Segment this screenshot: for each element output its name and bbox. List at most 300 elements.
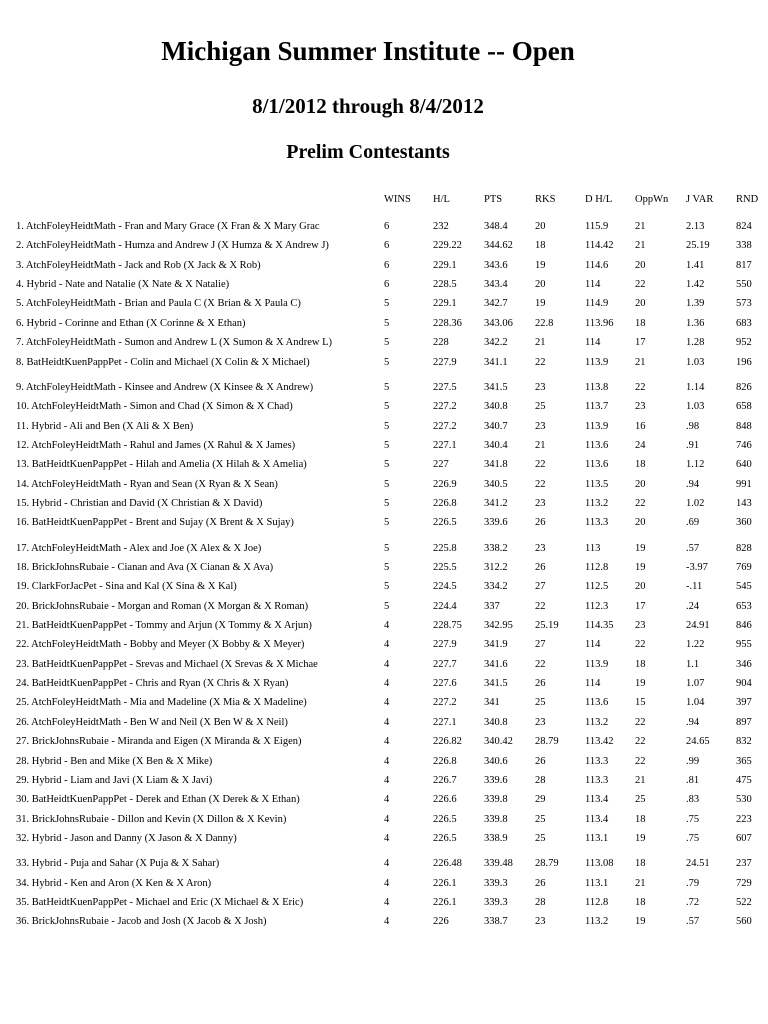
cell-oppwn: 22 [635, 279, 646, 291]
cell-contestant: 36. BrickJohnsRubaie - Jacob and Josh (X Jacob & X Josh) [16, 916, 267, 928]
cell-wins: 5 [384, 478, 390, 490]
cell-rks: 26 [535, 562, 546, 573]
cell-hl: 229.1 [433, 298, 457, 310]
table-row [0, 619, 768, 633]
table-row [0, 420, 768, 434]
cell-rnd: 952 [736, 337, 752, 349]
table-row [0, 297, 768, 311]
cell-oppwn: 24 [635, 439, 646, 451]
cell-wins: 4 [384, 697, 390, 709]
table-row [0, 278, 768, 292]
cell-oppwn: 22 [635, 497, 646, 509]
cell-jvar: 24.51 [686, 858, 710, 870]
cell-pts: 340.8 [484, 716, 508, 728]
cell-pts: 340.42 [484, 736, 513, 748]
cell-rks: 19 [535, 259, 546, 271]
cell-dhl: 113.1 [585, 877, 609, 889]
cell-rks: 28 [535, 774, 546, 786]
cell-rks: 28 [535, 896, 546, 908]
column-header-hl: H/L [433, 194, 450, 205]
cell-dhl: 113.6 [585, 459, 609, 471]
cell-contestant: 2. AtchFoleyHeidtMath - Humza and Andrew J (X Humza & X Andrew J) [16, 240, 329, 252]
cell-wins: 6 [384, 279, 390, 291]
cell-hl: 227.1 [433, 439, 457, 451]
cell-oppwn: 21 [635, 240, 646, 252]
cell-rks: 25 [535, 697, 546, 709]
cell-hl: 227.9 [433, 639, 457, 651]
cell-rks: 27 [535, 581, 546, 593]
cell-oppwn: 18 [635, 896, 646, 908]
cell-rnd: 904 [736, 678, 752, 689]
cell-oppwn: 21 [635, 774, 646, 786]
cell-jvar: 1.03 [686, 401, 705, 413]
table-row [0, 220, 768, 234]
cell-wins: 5 [384, 439, 390, 451]
cell-hl: 226.8 [433, 755, 457, 767]
cell-rks: 21 [535, 439, 546, 451]
cell-jvar: -.11 [686, 581, 703, 593]
cell-pts: 340.4 [484, 439, 508, 451]
column-header-jvar: J VAR [686, 194, 714, 205]
cell-hl: 226.6 [433, 794, 457, 806]
cell-oppwn: 22 [635, 755, 646, 767]
cell-rnd: 832 [736, 736, 752, 748]
cell-rks: 23 [535, 497, 546, 509]
cell-rnd: 550 [736, 279, 752, 291]
cell-rnd: 826 [736, 381, 752, 393]
cell-rnd: 223 [736, 813, 752, 825]
cell-rks: 23 [535, 916, 546, 928]
cell-wins: 4 [384, 896, 390, 908]
cell-wins: 5 [384, 600, 390, 612]
cell-jvar: 1.03 [686, 356, 705, 368]
cell-contestant: 20. BrickJohnsRubaie - Morgan and Roman (X Morgan & X Roman) [16, 600, 309, 612]
cell-hl: 227.9 [433, 356, 457, 368]
cell-rnd: 848 [736, 420, 752, 432]
cell-wins: 5 [384, 381, 390, 393]
cell-dhl: 113.4 [585, 794, 609, 806]
table-row [0, 638, 768, 652]
cell-pts: 338.7 [484, 916, 508, 928]
cell-rnd: 607 [736, 832, 752, 844]
cell-hl: 226.9 [433, 478, 457, 490]
cell-contestant: 26. AtchFoleyHeidtMath - Ben W and Neil (X Ben W & X Neil) [16, 716, 288, 728]
cell-hl: 224.4 [433, 600, 457, 612]
cell-hl: 228.5 [433, 279, 457, 291]
cell-jvar: 1.1 [686, 658, 700, 670]
cell-rks: 26 [535, 678, 546, 689]
column-header-rnd: RND [736, 194, 759, 205]
cell-contestant: 25. AtchFoleyHeidtMath - Mia and Madeline (X Mia & X Madeline) [16, 697, 307, 709]
table-row [0, 542, 768, 556]
cell-contestant: 17. AtchFoleyHeidtMath - Alex and Joe (X Alex & X Joe) [16, 542, 262, 554]
cell-jvar: .83 [686, 794, 700, 806]
cell-contestant: 21. BatHeidtKuenPappPet - Tommy and Arjun (X Tommy & X Arjun) [16, 620, 312, 631]
table-row [0, 696, 768, 710]
cell-contestant: 28. Hybrid - Ben and Mike (X Ben & X Mike) [16, 755, 213, 767]
cell-hl: 226.1 [433, 896, 457, 908]
cell-pts: 343.06 [484, 317, 513, 329]
cell-hl: 226.48 [433, 858, 462, 870]
cell-jvar: 24.91 [686, 620, 710, 631]
cell-wins: 5 [384, 517, 390, 529]
cell-oppwn: 21 [635, 356, 646, 368]
cell-rnd: 955 [736, 639, 752, 651]
cell-hl: 227.7 [433, 658, 457, 670]
page-title: Michigan Summer Institute -- Open [161, 36, 575, 66]
cell-oppwn: 23 [635, 620, 646, 631]
cell-rnd: 683 [736, 317, 752, 329]
cell-hl: 227.1 [433, 716, 457, 728]
cell-jvar: 1.28 [686, 337, 705, 349]
table-row [0, 259, 768, 273]
cell-pts: 348.4 [484, 221, 508, 232]
cell-rks: 21 [535, 337, 546, 349]
cell-rks: 22 [535, 356, 546, 368]
cell-hl: 225.5 [433, 562, 457, 573]
cell-rks: 27 [535, 639, 546, 651]
cell-dhl: 113.2 [585, 916, 609, 928]
cell-hl: 225.8 [433, 542, 457, 554]
cell-jvar: 1.22 [686, 639, 705, 651]
cell-hl: 229.1 [433, 259, 457, 271]
cell-jvar: 1.39 [686, 298, 705, 310]
cell-dhl: 113.5 [585, 478, 609, 490]
cell-rnd: 828 [736, 542, 752, 554]
cell-jvar: 1.14 [686, 381, 705, 393]
cell-contestant: 15. Hybrid - Christian and David (X Christian & X David) [16, 497, 263, 509]
cell-jvar: .81 [686, 774, 700, 786]
cell-hl: 228.75 [433, 620, 462, 631]
cell-rnd: 196 [736, 356, 752, 368]
cell-dhl: 112.5 [585, 581, 609, 593]
table-row [0, 735, 768, 749]
cell-pts: 341.9 [484, 639, 508, 651]
cell-wins: 4 [384, 858, 390, 870]
cell-wins: 5 [384, 356, 390, 368]
cell-pts: 339.6 [484, 774, 508, 786]
cell-jvar: 1.02 [686, 497, 705, 509]
table-row [0, 896, 768, 910]
cell-wins: 4 [384, 877, 390, 889]
table-row [0, 478, 768, 492]
cell-dhl: 114.9 [585, 298, 609, 310]
cell-dhl: 113 [585, 542, 601, 554]
column-header-dhl: D H/L [585, 194, 613, 205]
cell-hl: 227.6 [433, 678, 457, 689]
cell-oppwn: 18 [635, 317, 646, 329]
cell-jvar: 25.19 [686, 240, 710, 252]
cell-pts: 338.2 [484, 542, 508, 554]
cell-contestant: 22. AtchFoleyHeidtMath - Bobby and Meyer (X Bobby & X Meyer) [16, 639, 305, 651]
cell-contestant: 34. Hybrid - Ken and Aron (X Ken & X Aron) [16, 877, 212, 889]
cell-dhl: 113.2 [585, 716, 609, 728]
cell-hl: 232 [433, 221, 449, 232]
cell-dhl: 113.6 [585, 439, 609, 451]
cell-pts: 342.7 [484, 298, 508, 310]
cell-pts: 339.6 [484, 517, 508, 529]
cell-pts: 339.3 [484, 896, 508, 908]
cell-wins: 4 [384, 794, 390, 806]
cell-oppwn: 22 [635, 381, 646, 393]
cell-contestant: 35. BatHeidtKuenPappPet - Michael and Eric (X Michael & X Eric) [16, 896, 304, 908]
cell-dhl: 112.8 [585, 896, 609, 908]
table-row [0, 832, 768, 846]
cell-pts: 338.9 [484, 832, 508, 844]
cell-pts: 339.8 [484, 813, 508, 825]
table-row [0, 755, 768, 769]
cell-rnd: 824 [736, 221, 752, 232]
cell-oppwn: 18 [635, 658, 646, 670]
cell-dhl: 114.35 [585, 620, 614, 631]
cell-jvar: 24.65 [686, 736, 710, 748]
cell-wins: 4 [384, 813, 390, 825]
cell-contestant: 31. BrickJohnsRubaie - Dillon and Kevin (X Dillon & X Kevin) [16, 813, 287, 825]
cell-dhl: 114 [585, 337, 601, 349]
cell-rnd: 360 [736, 517, 752, 529]
cell-rnd: 475 [736, 774, 752, 786]
cell-jvar: 1.36 [686, 317, 705, 329]
cell-rnd: 846 [736, 620, 752, 631]
cell-contestant: 3. AtchFoleyHeidtMath - Jack and Rob (X Jack & X Rob) [16, 259, 261, 271]
cell-rnd: 545 [736, 581, 752, 593]
cell-oppwn: 23 [635, 401, 646, 413]
cell-rnd: 365 [736, 755, 752, 767]
cell-hl: 228 [433, 337, 449, 349]
cell-rnd: 653 [736, 600, 752, 612]
cell-wins: 6 [384, 240, 390, 252]
cell-pts: 340.6 [484, 755, 508, 767]
cell-hl: 226.5 [433, 832, 457, 844]
cell-rks: 25 [535, 832, 546, 844]
cell-dhl: 113.2 [585, 497, 609, 509]
cell-contestant: 33. Hybrid - Puja and Sahar (X Puja & X Sahar) [16, 858, 220, 870]
cell-rnd: 346 [736, 658, 752, 670]
cell-rnd: 560 [736, 916, 752, 928]
cell-wins: 5 [384, 581, 390, 593]
cell-oppwn: 17 [635, 600, 646, 612]
cell-wins: 4 [384, 736, 390, 748]
cell-pts: 341 [484, 697, 500, 709]
cell-rks: 26 [535, 517, 546, 529]
cell-hl: 226.5 [433, 517, 457, 529]
cell-contestant: 19. ClarkForJacPet - Sina and Kal (X Sina & X Kal) [16, 581, 237, 593]
cell-hl: 227.2 [433, 401, 457, 413]
cell-rks: 22.8 [535, 317, 554, 329]
cell-contestant: 6. Hybrid - Corinne and Ethan (X Corinne & X Ethan) [16, 317, 246, 329]
cell-oppwn: 19 [635, 916, 646, 928]
cell-dhl: 113.6 [585, 697, 609, 709]
cell-contestant: 27. BrickJohnsRubaie - Miranda and Eigen (X Miranda & X Eigen) [16, 736, 302, 748]
cell-jvar: .94 [686, 716, 700, 728]
cell-hl: 226.5 [433, 813, 457, 825]
cell-rks: 23 [535, 716, 546, 728]
table-row [0, 877, 768, 891]
cell-dhl: 113.8 [585, 381, 609, 393]
cell-rnd: 640 [736, 459, 752, 471]
cell-rks: 20 [535, 221, 546, 232]
cell-rnd: 338 [736, 240, 752, 252]
cell-jvar: .94 [686, 478, 700, 490]
cell-rks: 20 [535, 279, 546, 291]
cell-dhl: 113.4 [585, 813, 609, 825]
cell-jvar: 1.07 [686, 678, 705, 689]
cell-dhl: 114 [585, 639, 601, 651]
table-row [0, 915, 768, 929]
cell-rks: 26 [535, 877, 546, 889]
cell-jvar: .24 [686, 600, 700, 612]
cell-rks: 25 [535, 813, 546, 825]
cell-jvar: -3.97 [686, 562, 708, 573]
table-row [0, 239, 768, 253]
table-row [0, 677, 768, 691]
cell-oppwn: 20 [635, 478, 646, 490]
cell-wins: 4 [384, 678, 390, 689]
cell-rks: 28.79 [535, 858, 559, 870]
cell-rks: 23 [535, 381, 546, 393]
cell-oppwn: 15 [635, 697, 646, 709]
cell-rnd: 897 [736, 716, 752, 728]
cell-oppwn: 18 [635, 459, 646, 471]
cell-hl: 226.7 [433, 774, 457, 786]
cell-dhl: 112.3 [585, 600, 609, 612]
cell-wins: 5 [384, 542, 390, 554]
cell-dhl: 113.3 [585, 517, 609, 529]
cell-rnd: 991 [736, 478, 752, 490]
cell-pts: 344.62 [484, 240, 513, 252]
cell-oppwn: 22 [635, 639, 646, 651]
cell-jvar: .72 [686, 896, 700, 908]
cell-dhl: 113.9 [585, 356, 609, 368]
table-row [0, 356, 768, 370]
cell-contestant: 11. Hybrid - Ali and Ben (X Ali & X Ben) [16, 420, 194, 432]
cell-jvar: .98 [686, 420, 700, 432]
table-row [0, 793, 768, 807]
cell-pts: 339.8 [484, 794, 508, 806]
cell-pts: 334.2 [484, 581, 508, 593]
cell-dhl: 113.08 [585, 858, 614, 870]
cell-oppwn: 20 [635, 259, 646, 271]
cell-dhl: 113.9 [585, 658, 609, 670]
cell-contestant: 5. AtchFoleyHeidtMath - Brian and Paula C (X Brian & X Paula C) [16, 298, 301, 310]
cell-contestant: 23. BatHeidtKuenPappPet - Srevas and Michael (X Srevas & X Michae [16, 658, 318, 670]
cell-pts: 341.5 [484, 381, 508, 393]
table-row [0, 857, 768, 871]
date-range: 8/1/2012 through 8/4/2012 [252, 94, 484, 118]
cell-rks: 29 [535, 794, 546, 806]
cell-pts: 343.4 [484, 279, 508, 291]
cell-wins: 5 [384, 337, 390, 349]
cell-rnd: 746 [736, 439, 752, 451]
table-row [0, 317, 768, 331]
cell-wins: 4 [384, 639, 390, 651]
cell-dhl: 115.9 [585, 221, 609, 232]
cell-contestant: 14. AtchFoleyHeidtMath - Ryan and Sean (X Ryan & X Sean) [16, 478, 278, 490]
cell-contestant: 12. AtchFoleyHeidtMath - Rahul and James (X Rahul & X James) [16, 439, 296, 451]
cell-rnd: 530 [736, 794, 752, 806]
cell-rks: 22 [535, 459, 546, 471]
cell-oppwn: 22 [635, 716, 646, 728]
cell-pts: 341.2 [484, 497, 508, 509]
cell-pts: 341.6 [484, 658, 508, 670]
cell-rnd: 769 [736, 562, 752, 573]
table-header [0, 193, 768, 207]
cell-pts: 342.2 [484, 337, 508, 349]
column-header-oppwn: OppWn [635, 194, 669, 205]
cell-hl: 226 [433, 916, 449, 928]
cell-dhl: 114.6 [585, 259, 609, 271]
cell-hl: 227.2 [433, 697, 457, 709]
cell-rnd: 658 [736, 401, 752, 413]
cell-rks: 26 [535, 755, 546, 767]
cell-pts: 341.8 [484, 459, 508, 471]
cell-jvar: .57 [686, 916, 700, 928]
cell-dhl: 112.8 [585, 562, 609, 573]
cell-jvar: 1.12 [686, 459, 705, 471]
cell-pts: 340.7 [484, 420, 508, 432]
cell-pts: 341.1 [484, 356, 508, 368]
cell-contestant: 10. AtchFoleyHeidtMath - Simon and Chad (X Simon & X Chad) [16, 401, 293, 413]
cell-wins: 5 [384, 459, 390, 471]
cell-wins: 4 [384, 716, 390, 728]
cell-rks: 22 [535, 600, 546, 612]
cell-contestant: 30. BatHeidtKuenPappPet - Derek and Ethan (X Derek & X Ethan) [16, 794, 300, 806]
cell-oppwn: 19 [635, 562, 646, 573]
cell-wins: 5 [384, 420, 390, 432]
cell-hl: 224.5 [433, 581, 457, 593]
table-row [0, 458, 768, 472]
cell-wins: 4 [384, 916, 390, 928]
cell-dhl: 113.42 [585, 736, 614, 748]
cell-wins: 5 [384, 401, 390, 413]
table-row [0, 813, 768, 827]
cell-oppwn: 22 [635, 736, 646, 748]
cell-oppwn: 17 [635, 337, 646, 349]
cell-contestant: 29. Hybrid - Liam and Javi (X Liam & X Javi) [16, 774, 213, 786]
cell-rks: 28.79 [535, 736, 559, 748]
cell-dhl: 113.7 [585, 401, 609, 413]
cell-wins: 6 [384, 259, 390, 271]
table-row [0, 336, 768, 350]
cell-rks: 19 [535, 298, 546, 310]
cell-contestant: 4. Hybrid - Nate and Natalie (X Nate & X Natalie) [16, 279, 230, 291]
cell-contestant: 18. BrickJohnsRubaie - Cianan and Ava (X Cianan & X Ava) [16, 562, 274, 573]
cell-oppwn: 20 [635, 517, 646, 529]
cell-oppwn: 25 [635, 794, 646, 806]
cell-dhl: 113.3 [585, 774, 609, 786]
cell-pts: 342.95 [484, 620, 513, 631]
cell-jvar: .75 [686, 832, 700, 844]
cell-wins: 4 [384, 832, 390, 844]
cell-hl: 226.1 [433, 877, 457, 889]
cell-oppwn: 21 [635, 877, 646, 889]
cell-dhl: 113.3 [585, 755, 609, 767]
cell-hl: 227 [433, 459, 449, 471]
table-row [0, 439, 768, 453]
cell-oppwn: 18 [635, 858, 646, 870]
table-row [0, 381, 768, 395]
cell-pts: 339.3 [484, 877, 508, 889]
cell-rnd: 729 [736, 877, 752, 889]
cell-oppwn: 18 [635, 813, 646, 825]
cell-rnd: 522 [736, 896, 752, 908]
cell-pts: 340.5 [484, 478, 508, 490]
table-row [0, 580, 768, 594]
cell-jvar: 2.13 [686, 221, 705, 232]
cell-hl: 229.22 [433, 240, 462, 252]
cell-oppwn: 16 [635, 420, 646, 432]
cell-jvar: .57 [686, 542, 700, 554]
